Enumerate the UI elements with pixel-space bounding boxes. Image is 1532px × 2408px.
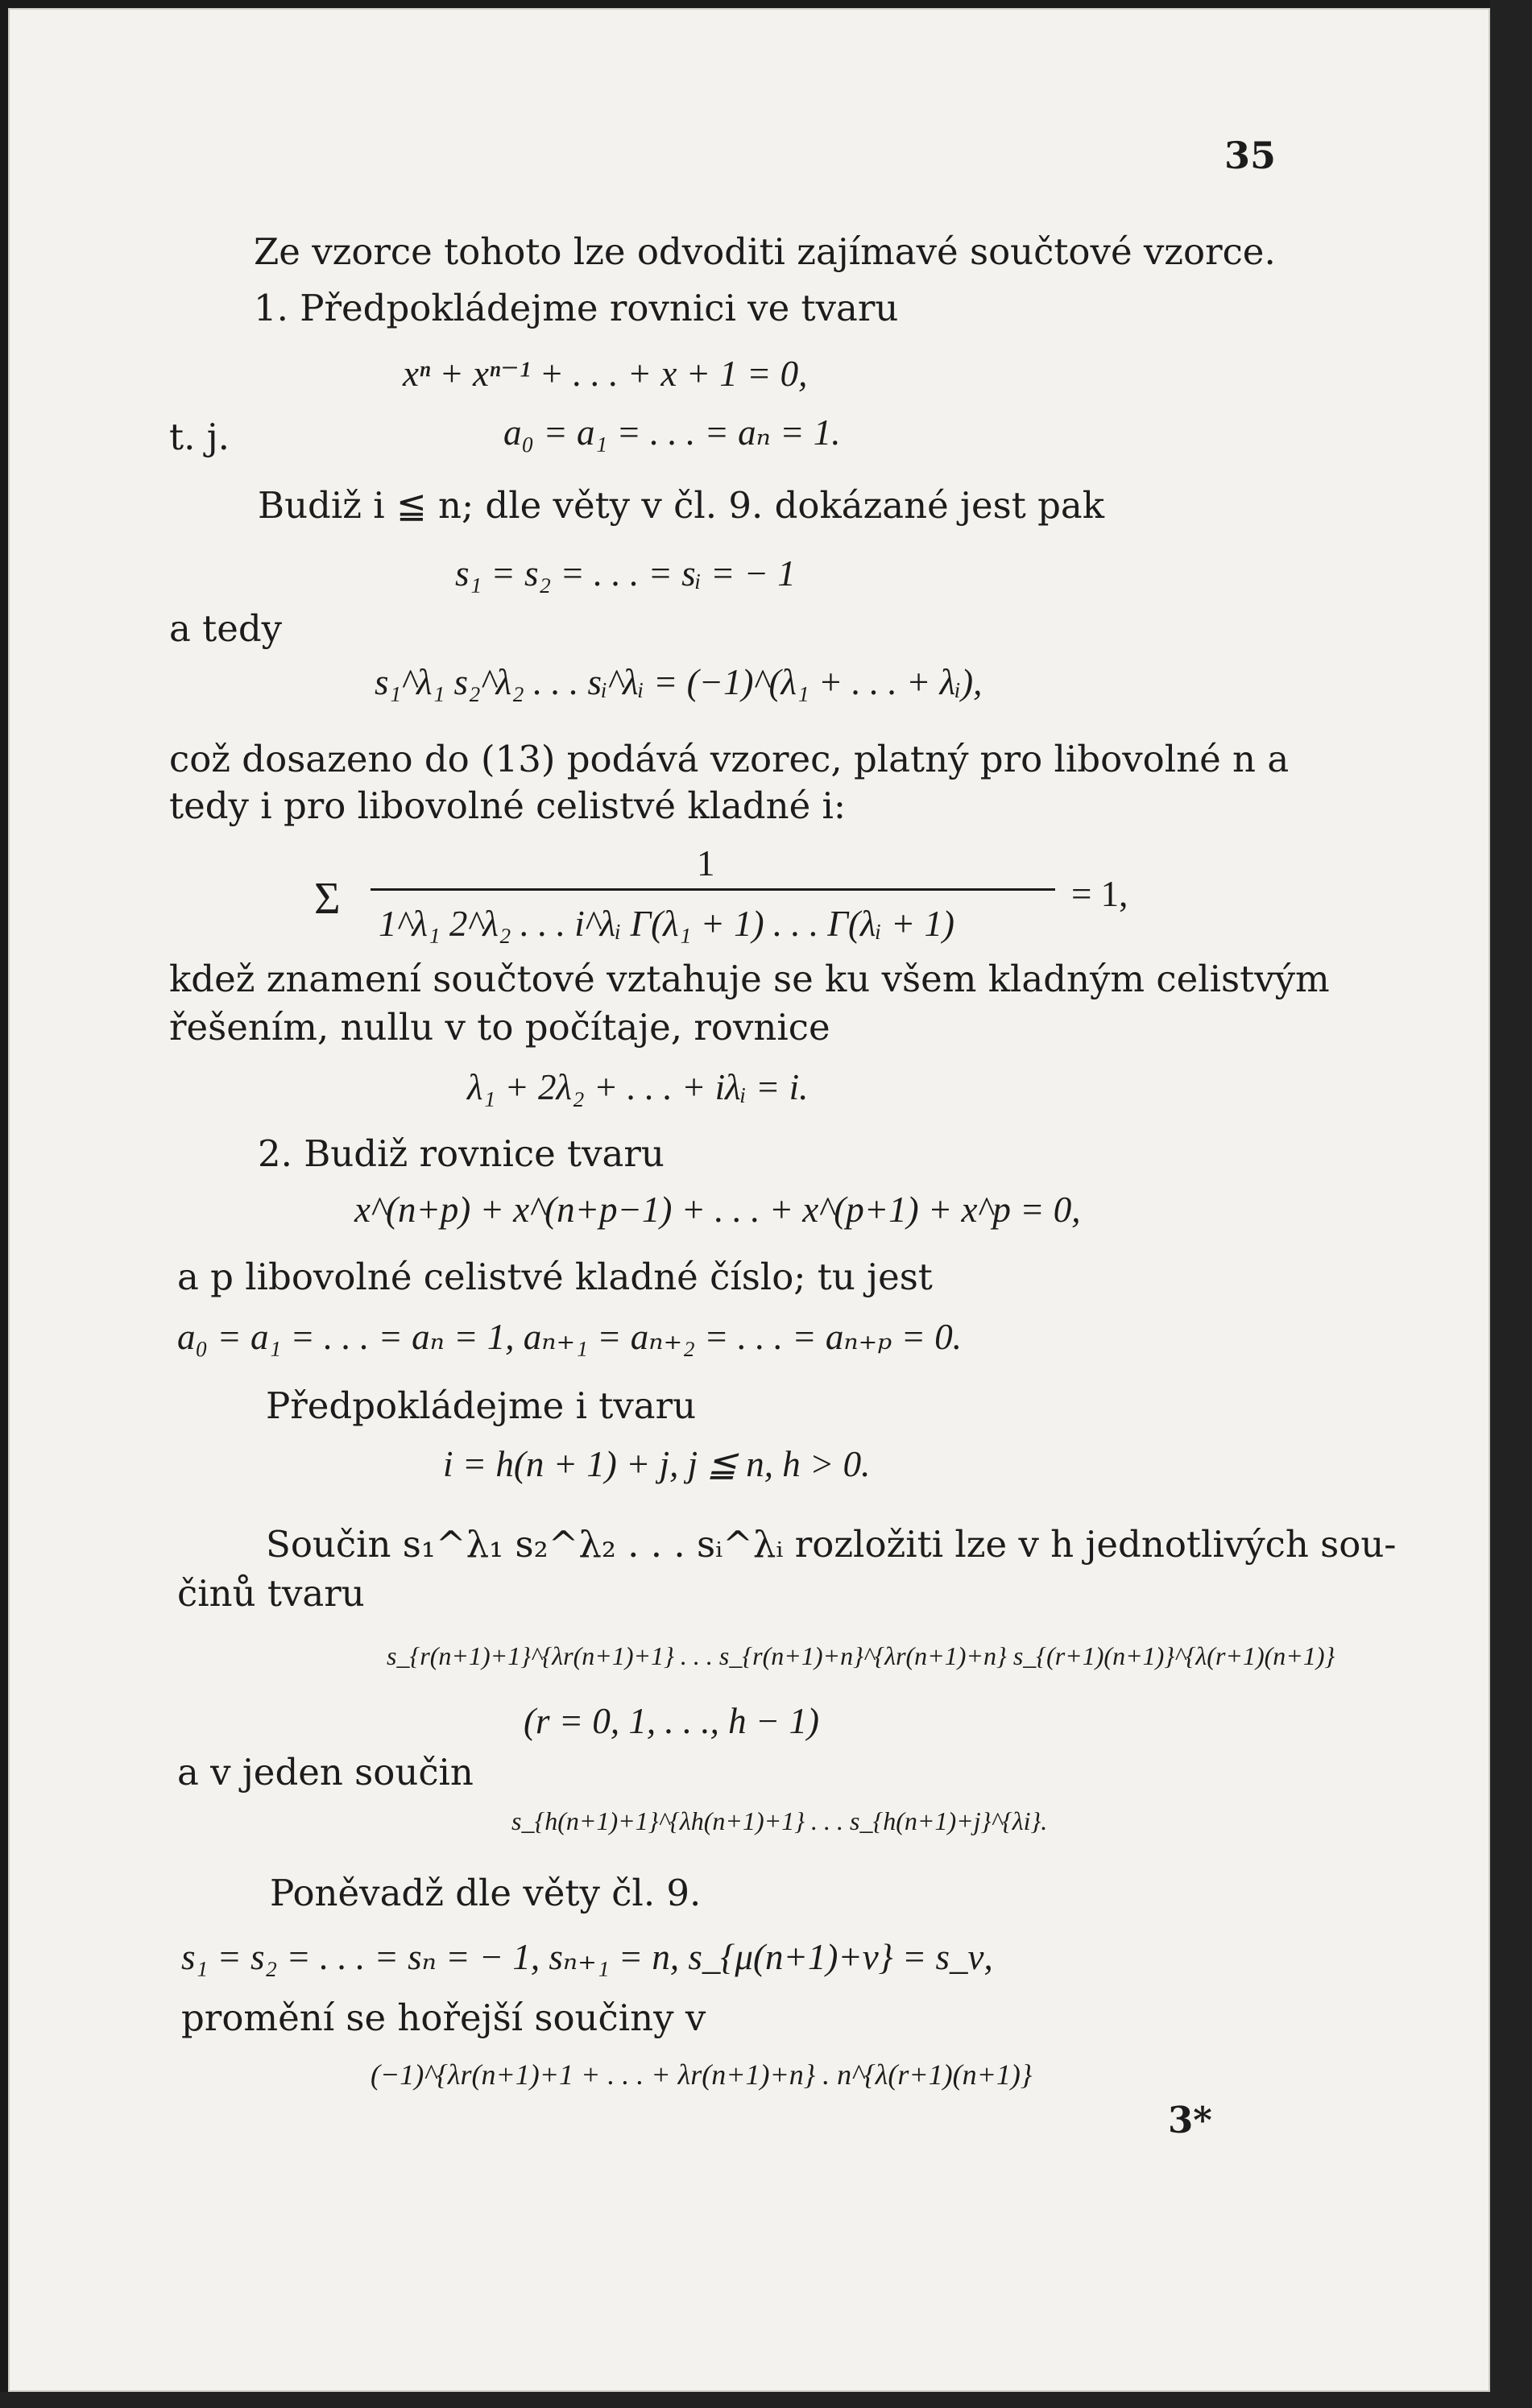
- equation: (r = 0, 1, . . ., h − 1): [524, 1701, 819, 1741]
- text-line: 2. Budiž rovnice tvaru: [258, 1132, 665, 1175]
- page-number: 35: [1224, 134, 1277, 177]
- equation-result: = 1,: [1071, 874, 1128, 914]
- equation: s₁ = s₂ = . . . = sₙ = − 1, sₙ₊₁ = n, s_{μ(n+1)+ν} = s_ν,: [181, 1937, 993, 1977]
- text-line: a p libovolné celistvé kladné číslo; tu jest: [177, 1256, 933, 1298]
- text-line: Poněvadž dle věty čl. 9.: [270, 1872, 702, 1914]
- sum-sign: Σ: [314, 874, 341, 924]
- equation: s₁^λ₁ s₂^λ₂ . . . sᵢ^λᵢ = (−1)^(λ₁ + . . . + λᵢ),: [375, 662, 983, 702]
- equation: s_{r(n+1)+1}^{λr(n+1)+1} . . . s_{r(n+1)+n}^{λr(n+1)+n} s_{(r+1)(n+1)}^{λ(r+1)(n+1)}: [387, 1641, 1335, 1670]
- signature-mark: 3*: [1168, 2099, 1212, 2141]
- equation: s₁ = s₂ = . . . = sᵢ = − 1: [455, 553, 796, 594]
- equation: a₀ = a₁ = . . . = aₙ = 1, aₙ₊₁ = aₙ₊₂ = . . . = aₙ₊ₚ = 0.: [177, 1317, 962, 1357]
- equation: a₀ = a₁ = . . . = aₙ = 1.: [503, 412, 841, 453]
- text-line: t. j.: [169, 416, 230, 458]
- equation: λ₁ + 2λ₂ + . . . + iλᵢ = i.: [467, 1067, 809, 1107]
- fraction-bar: [371, 888, 1055, 891]
- text-line: Součin s₁^λ₁ s₂^λ₂ . . . sᵢ^λᵢ rozložiti lze v h jednotlivých sou-: [266, 1523, 1397, 1566]
- text-line: tedy i pro libovolné celistvé kladné i:: [169, 784, 847, 827]
- text-line: kdež znamení součtové vztahuje se ku všem kladným celistvým: [169, 958, 1330, 1000]
- text-line: činů tvaru: [177, 1572, 365, 1615]
- text-line: promění se hořejší součiny v: [181, 1996, 706, 2039]
- text-line: 1. Předpokládejme rovnici ve tvaru: [254, 287, 899, 329]
- scan-edge-bottom: [0, 2392, 1532, 2408]
- text-line: což dosazeno do (13) podává vzorec, platný pro libovolné n a: [169, 738, 1290, 780]
- equation: s_{h(n+1)+1}^{λh(n+1)+1} . . . s_{h(n+1)+j}^{λi}.: [511, 1806, 1048, 1835]
- equation: x^(n+p) + x^(n+p−1) + . . . + x^(p+1) + x^p = 0,: [354, 1190, 1081, 1230]
- text-line: Budiž i ≦ n; dle věty v čl. 9. dokázané jest pak: [258, 484, 1104, 527]
- equation: xⁿ + xⁿ⁻¹ + . . . + x + 1 = 0,: [403, 354, 808, 394]
- text-line: a tedy: [169, 607, 283, 650]
- equation: (−1)^{λr(n+1)+1 + . . . + λr(n+1)+n} . n^{λ(r+1)(n+1)}: [371, 2058, 1033, 2091]
- text-line: Ze vzorce tohoto lze odvoditi zajímavé součtové vzorce.: [254, 230, 1276, 273]
- equation: i = h(n + 1) + j, j ≦ n, h > 0.: [443, 1444, 871, 1484]
- fraction-denominator: 1^λ₁ 2^λ₂ . . . i^λᵢ Γ(λ₁ + 1) . . . Γ(λᵢ + 1): [379, 904, 954, 944]
- book-page: [8, 8, 1490, 2392]
- text-line: řešením, nullu v to počítaje, rovnice: [169, 1006, 830, 1049]
- text-line: a v jeden součin: [177, 1751, 474, 1794]
- text-line: Předpokládejme i tvaru: [266, 1384, 697, 1427]
- fraction-numerator: 1: [697, 843, 715, 883]
- scan-edge-right: [1490, 0, 1532, 2408]
